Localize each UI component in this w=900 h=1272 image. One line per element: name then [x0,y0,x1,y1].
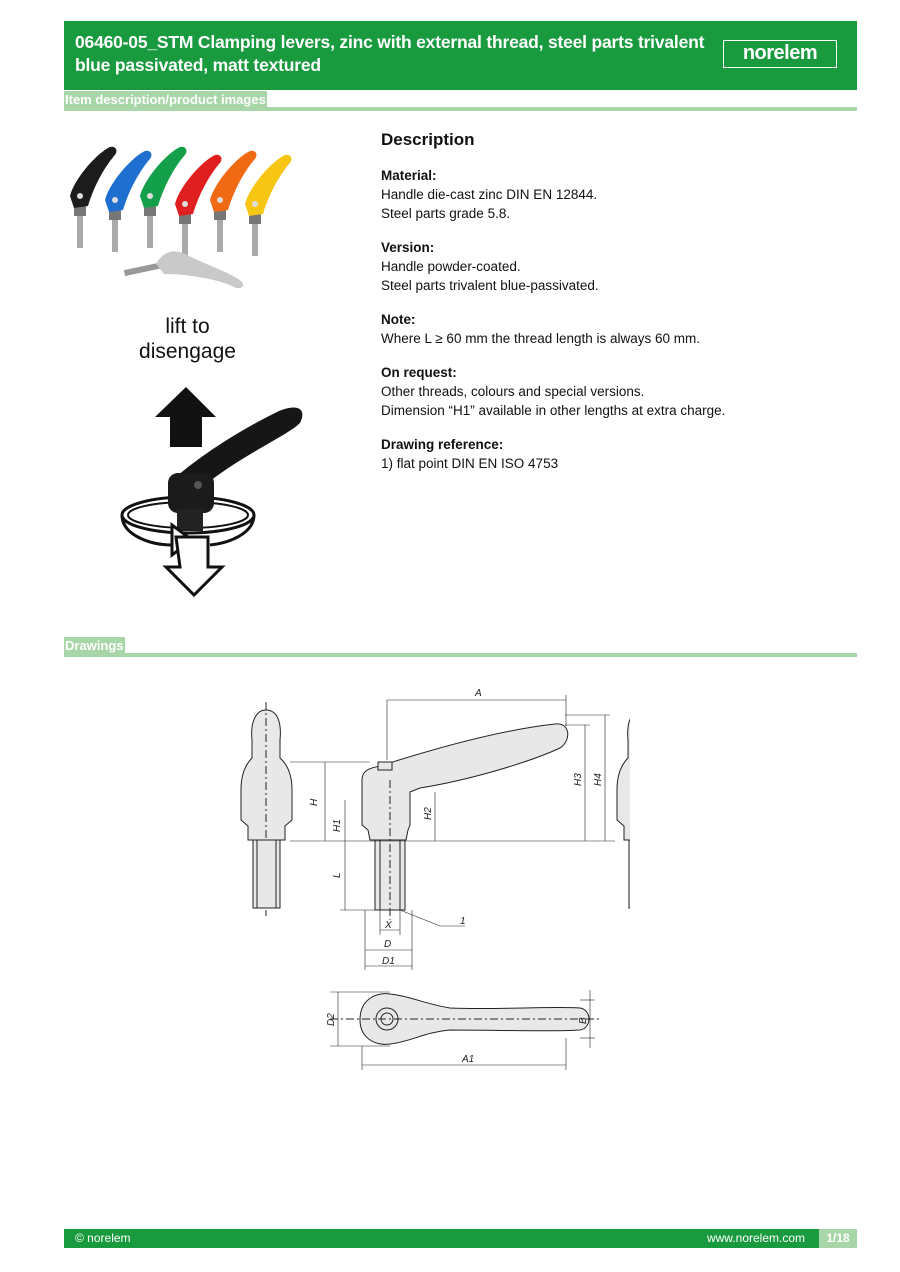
page-header [64,21,857,90]
on-request-line: Dimension “H1” available in other lengths at extra charge. [381,403,726,418]
drawing-reference-block [381,435,851,473]
dim-label-H2: H2 [423,807,434,820]
note-block [381,310,851,348]
dim-label-D: D [384,939,392,950]
material-line: Steel parts grade 5.8. [381,206,511,221]
technical-drawing [230,680,630,1080]
product-title: 06460-05_STM Clamping levers, zinc with external thread, steel parts trivalent blue passivated, matt textured [75,32,705,75]
material-block [381,166,851,223]
section-divider [64,653,857,657]
drawing-reference-line: 1) flat point DIN EN ISO 4753 [381,456,559,471]
page-footer [64,1229,857,1248]
dim-label-A: A [475,688,482,699]
on-request-label: On request: [381,365,457,380]
section-title-drawings: Drawings [65,638,124,653]
description-panel [381,128,851,488]
dim-label-H1: H1 [332,819,343,832]
drawing-reference-label: Drawing reference: [381,437,504,452]
lift-instruction-line2: disengage [139,340,236,363]
section-bar-images [64,91,857,111]
lift-instruction-line1: lift to [165,315,210,338]
section-bar-drawings [64,637,857,657]
on-request-line: Other threads, colours and special versions. [381,384,645,399]
product-photo-levers [64,124,329,294]
section-title-images: Item description/product images [65,92,266,107]
dim-label-H: H [309,798,320,806]
dim-label-H4: H4 [593,773,604,786]
version-line: Steel parts trivalent blue-passivated. [381,278,599,293]
version-block [381,238,851,295]
note-label: Note: [381,312,416,327]
lift-instruction [110,314,265,364]
material-label: Material: [381,168,437,183]
lever-product-7 [124,251,243,288]
dim-label-X: X [385,920,392,931]
dim-label-D1: D1 [382,956,395,967]
dim-label-D2: D2 [326,1013,337,1026]
dim-label-A1: A1 [462,1054,475,1065]
description-heading: Description [381,130,475,149]
version-line: Handle powder-coated. [381,259,521,274]
left-side-view [241,702,292,916]
note-line: Where L ≥ 60 mm the thread length is always 60 mm. [381,331,701,346]
footer-website: www.norelem.com [706,1231,805,1245]
norelem-logo: norelem [723,40,837,68]
dim-label-1: 1 [460,916,466,927]
dim-label-H3: H3 [573,773,584,786]
up-arrow-icon [155,387,216,447]
dim-label-B: B [578,1017,589,1024]
lift-disengage-illustration [110,385,315,600]
right-side-view [617,702,630,916]
lever-product-6 [245,155,291,256]
lever-hub [168,473,214,513]
dim-label-L: L [332,872,343,878]
on-request-block [381,363,851,420]
footer-copyright: © norelem [75,1231,131,1245]
page-number: 1/18 [819,1229,857,1248]
version-label: Version: [381,240,435,255]
material-line: Handle die-cast zinc DIN EN 12844. [381,187,598,202]
